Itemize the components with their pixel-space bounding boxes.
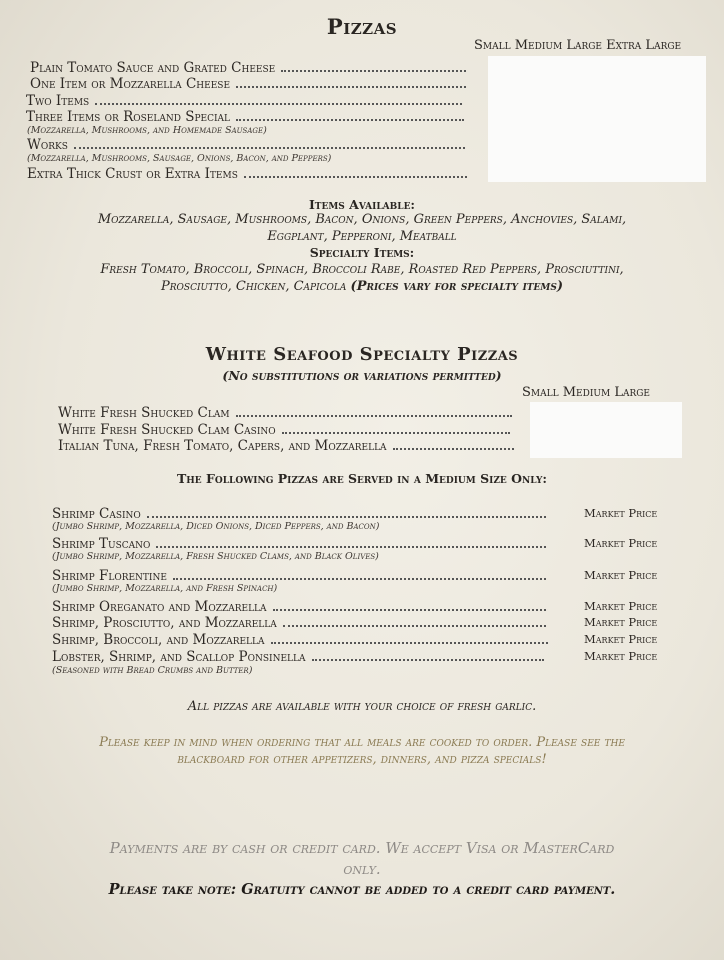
market-price: Market Price <box>584 568 658 582</box>
market-price: Market Price <box>584 536 658 550</box>
redacted-price-column <box>488 56 706 182</box>
item-label: Shrimp Florentine <box>52 568 167 584</box>
item-label: Works <box>27 137 68 153</box>
item-label: Plain Tomato Sauce and Grated Cheese <box>30 60 276 76</box>
menu-item <box>27 137 471 153</box>
item-label: Two Items <box>26 93 90 109</box>
pizza-size-header <box>474 38 681 53</box>
item-label: Lobster, Shrimp, and Scallop Ponsinella <box>52 649 306 665</box>
market-price: Market Price <box>584 599 658 613</box>
seafood-subtitle: (No substitutions or variations permitted) <box>222 368 502 383</box>
seafood-title: White Seafood Specialty Pizzas <box>205 344 519 365</box>
menu-item <box>26 109 470 125</box>
specialty-items-line: Fresh Tomato, Broccoli, Spinach, Broccoli Rabe, Roasted Red Peppers, Prosciuttini, <box>100 262 624 277</box>
seafood-size-header <box>522 385 650 400</box>
size-medium: Medium <box>514 38 563 53</box>
menu-item <box>58 438 520 454</box>
size-small: Small <box>522 385 559 400</box>
item-label: Shrimp, Prosciutto, and Mozzarella <box>52 615 277 631</box>
gratuity-note: Please take note: Gratuity cannot be added to a credit card payment. <box>108 881 616 898</box>
item-note: (Jumbo Shrimp, Mozzarella, Diced Onions, Diced Peppers, and Bacon) <box>52 521 380 532</box>
item-label: Three Items or Roseland Special <box>26 109 231 125</box>
garlic-note: All pizzas are available with your choice of fresh garlic. <box>187 699 537 714</box>
market-price: Market Price <box>584 649 658 663</box>
menu-item <box>30 60 472 76</box>
item-label: Shrimp, Broccoli, and Mozzarella <box>52 632 265 648</box>
size-medium: Medium <box>562 385 611 400</box>
menu-item <box>52 632 554 648</box>
menu-item <box>58 405 518 421</box>
item-label: Extra Thick Crust or Extra Items <box>27 166 238 182</box>
menu-item <box>52 536 552 552</box>
menu-item <box>52 506 552 522</box>
size-large: Large <box>566 38 602 53</box>
item-note: (Jumbo Shrimp, Mozzarella, and Fresh Spinach) <box>52 583 278 594</box>
order-notice-line: blackboard for other appetizers, dinners, and pizza specials! <box>177 752 547 767</box>
size-large: Large <box>614 385 650 400</box>
specialty-items-heading: Specialty Items: <box>309 245 415 260</box>
menu-item <box>30 76 472 92</box>
menu-item <box>58 422 516 438</box>
item-note: (Jumbo Shrimp, Mozzarella, Fresh Shucked Clams, and Black Olives) <box>52 551 379 562</box>
item-note: (Mozzarella, Mushrooms, Sausage, Onions, Bacon, and Peppers) <box>27 153 332 164</box>
menu-item <box>26 93 468 109</box>
item-note: (Mozzarella, Mushrooms, and Homemade Sausage) <box>27 125 267 136</box>
item-label: Shrimp Oreganato and Mozzarella <box>52 599 267 615</box>
specialty-items-line <box>0 279 724 294</box>
market-price: Market Price <box>584 506 658 520</box>
payment-note-line: only. <box>343 860 381 878</box>
specialty-price-note: (Prices vary for specialty items) <box>350 279 563 294</box>
market-price: Market Price <box>584 615 658 629</box>
menu-item <box>52 568 552 584</box>
payment-note-line: Payments are by cash or credit card. We accept Visa or MasterCard <box>109 839 615 857</box>
item-label: Shrimp Tuscano <box>52 536 151 552</box>
menu-item <box>27 166 473 182</box>
size-small: Small <box>474 38 511 53</box>
items-available-line: Eggplant, Pepperoni, Meatball <box>267 229 457 244</box>
menu-item <box>52 599 552 615</box>
order-notice-line: Please keep in mind when ordering that all meals are cooked to order. Please see the <box>99 735 625 750</box>
item-label: Shrimp Casino <box>52 506 141 522</box>
item-label: Italian Tuna, Fresh Tomato, Capers, and Mozzarella <box>58 438 387 454</box>
specialty-items-text: Prosciutto, Chicken, Capicola <box>161 279 347 294</box>
market-price: Market Price <box>584 632 658 646</box>
items-available-line: Mozzarella, Sausage, Mushrooms, Bacon, Onions, Green Peppers, Anchovies, Salami, <box>97 212 627 227</box>
item-note: (Seasoned with Bread Crumbs and Butter) <box>52 665 253 676</box>
item-label: White Fresh Shucked Clam Casino <box>58 422 276 438</box>
medium-only-heading: The Following Pizzas are Served in a Medium Size Only: <box>176 471 548 486</box>
item-label: One Item or Mozzarella Cheese <box>30 76 231 92</box>
menu-item <box>52 649 550 665</box>
items-available-heading: Items Available: <box>308 197 416 212</box>
menu-item <box>52 615 552 631</box>
pizzas-title: Pizzas <box>326 14 398 39</box>
item-label: White Fresh Shucked Clam <box>58 405 230 421</box>
size-extra-large: Extra Large <box>606 38 682 53</box>
redacted-price-column <box>530 402 682 458</box>
